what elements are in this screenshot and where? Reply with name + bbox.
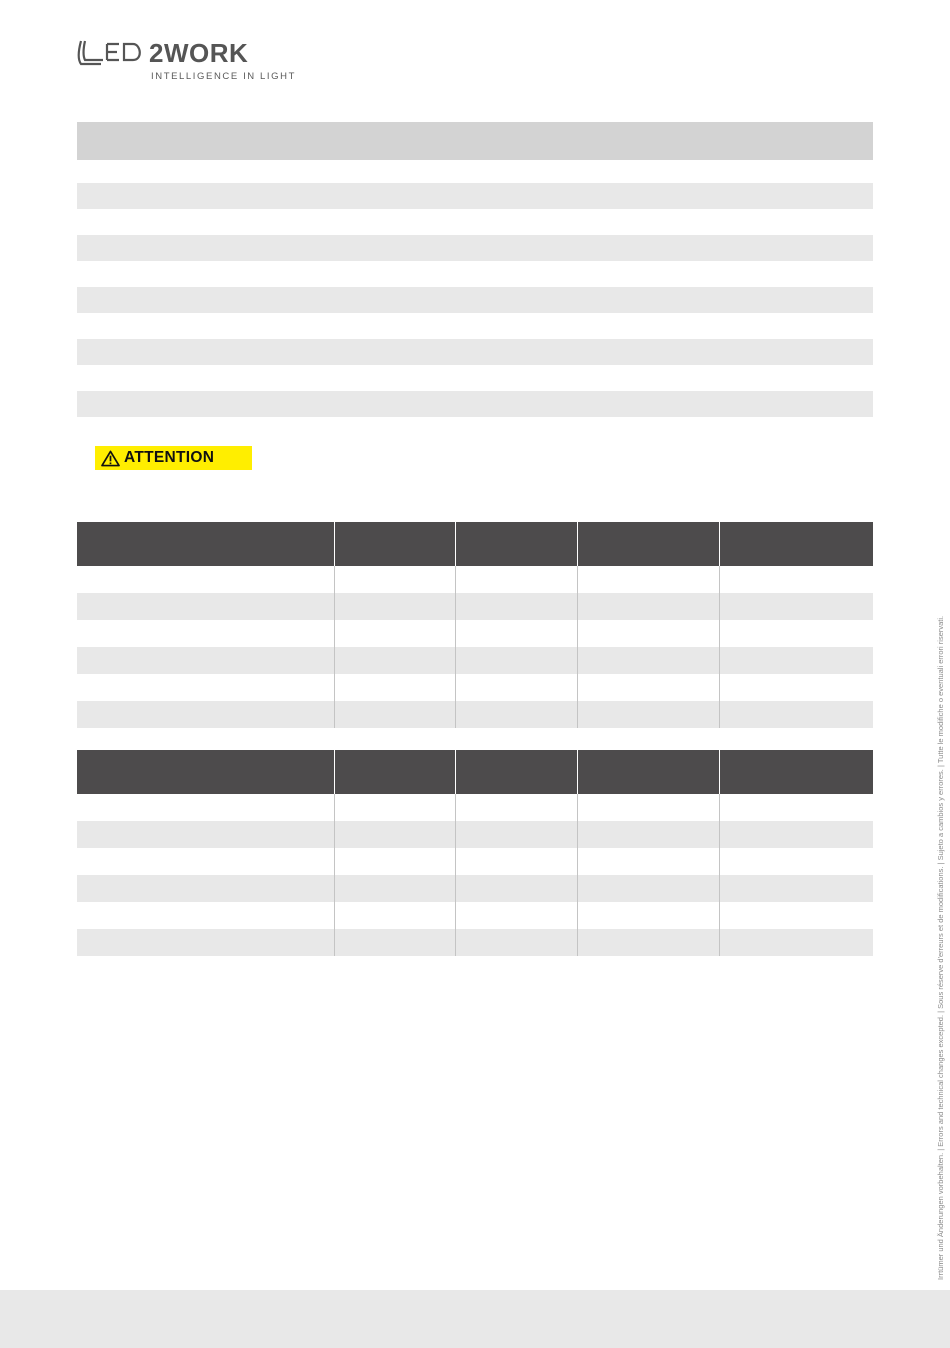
logo-tagline: INTELLIGENCE IN LIGHT	[151, 71, 296, 82]
spec-row	[77, 235, 873, 261]
table-row	[77, 647, 873, 674]
table-row	[77, 929, 873, 956]
table-header	[77, 750, 873, 794]
legal-disclaimer: Irrtümer und Änderungen vorbehalten. | Errors and technical changes excepted. | Sous réserve d'erreurs et de modifications. | Sujeto a cambios y errores. | Tutte le modifiche o eventuali errori riservati.	[936, 615, 945, 1280]
table-row	[77, 902, 873, 929]
table-row	[77, 794, 873, 821]
table-row	[77, 674, 873, 701]
table-row	[77, 848, 873, 875]
spec-row	[77, 391, 873, 417]
spec-row	[77, 183, 873, 209]
table-row	[77, 701, 873, 728]
table-row	[77, 566, 873, 593]
spec-table-header	[77, 122, 873, 160]
attention-label: ATTENTION	[124, 449, 215, 466]
data-table-1	[77, 522, 873, 728]
table-row	[77, 875, 873, 902]
spec-row	[77, 287, 873, 313]
brand-logo	[77, 38, 302, 84]
table-row	[77, 620, 873, 647]
table-row	[77, 821, 873, 848]
spec-table-body	[77, 183, 873, 443]
table-row	[77, 593, 873, 620]
warning-triangle-icon	[101, 450, 120, 467]
data-table-2	[77, 750, 873, 956]
attention-banner	[95, 446, 252, 470]
spec-row	[77, 339, 873, 365]
led2work-wordmark	[77, 38, 302, 70]
footer-bar	[0, 1290, 950, 1348]
svg-text:2WORK: 2WORK	[149, 38, 249, 68]
table-header	[77, 522, 873, 566]
